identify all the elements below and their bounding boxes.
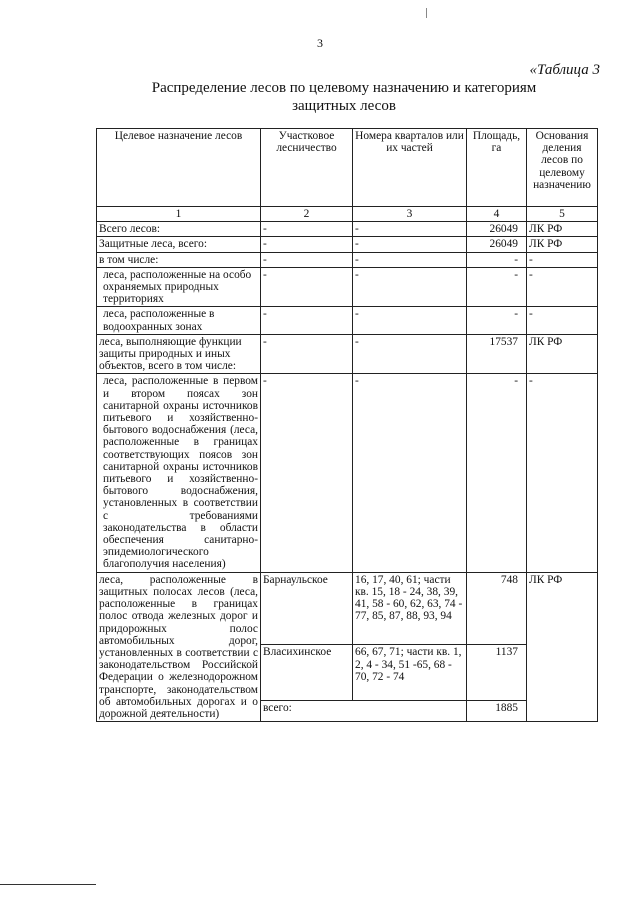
row-quarters: - (353, 374, 467, 572)
row-quarters: - (353, 222, 467, 237)
header-row (97, 129, 598, 207)
row-area: 26049 (467, 222, 527, 237)
row-area: 748 (467, 572, 527, 645)
row-forestry: - (261, 334, 353, 374)
table-row (97, 222, 598, 237)
row-forestry: - (261, 374, 353, 572)
column-number-row (97, 207, 598, 222)
row-basis: - (527, 374, 598, 572)
row-basis: ЛК РФ (527, 572, 598, 721)
row-basis: ЛК РФ (527, 334, 598, 374)
page-number: 3 (317, 36, 323, 50)
row-forestry: - (261, 222, 353, 237)
row-purpose: леса, расположенные в защитных полосах лесов (леса, расположенные в границах полос отвода железных дорог и придорожных полос автомобильных дорог, установленных в соответствии с законодательством Российской Федерации о железнодорожном транспорте, законодательством об автомобильных дорогах и о дорожной деятельности) (97, 572, 261, 721)
row-basis: - (527, 307, 598, 334)
column-number: 5 (527, 207, 598, 222)
row-forestry: - (261, 252, 353, 267)
row-quarters: - (353, 307, 467, 334)
table-row (97, 572, 598, 645)
forest-distribution-table (96, 128, 598, 722)
title-line-2: защитных лесов (292, 98, 396, 114)
column-number: 4 (467, 207, 527, 222)
header-basis: Основания деления лесов по целевому назначению (527, 129, 598, 207)
row-forestry: Власихинское (261, 645, 353, 701)
row-purpose: леса, выполняющие функции защиты природных и иных объектов, всего в том числе: (97, 334, 261, 374)
row-forestry: Барнаульское (261, 572, 353, 645)
row-purpose: леса, расположенные на особо охраняемых природных территориях (97, 267, 261, 307)
row-quarters: - (353, 252, 467, 267)
row-area: 26049 (467, 237, 527, 252)
row-forestry: - (261, 267, 353, 307)
table-row (97, 307, 598, 334)
row-total-label: всего: (261, 700, 467, 721)
row-quarters: 16, 17, 40, 61; части кв. 15, 18 - 24, 38, 39, 41, 58 - 60, 62, 63, 74 - 77, 85, 87, 88, 93, 94 (353, 572, 467, 645)
row-area: - (467, 252, 527, 267)
row-basis: ЛК РФ (527, 222, 598, 237)
row-purpose: леса, расположенные в первом и втором поясах зон санитарной охраны источников питьевого и хозяйственно-бытового водоснабжения (леса, расположенные в границах соответствующих поясов зон санитарной охраны источников питьевого и хозяйственно-бытового водоснабжения, установленных в соответствии с требованиями законодательства в области обеспечения санитарно-эпидемиологического благополучия населения) (97, 374, 261, 572)
row-basis: ЛК РФ (527, 237, 598, 252)
row-purpose: Защитные леса, всего: (97, 237, 261, 252)
row-area: - (467, 307, 527, 334)
row-area: 17537 (467, 334, 527, 374)
table-row (97, 237, 598, 252)
row-quarters: 66, 67, 71; части кв. 1, 2, 4 - 34, 51 -65, 68 - 70, 72 - 74 (353, 645, 467, 701)
header-forestry: Участковое лесничество (261, 129, 353, 207)
table-row (97, 374, 598, 572)
row-quarters: - (353, 267, 467, 307)
row-basis: - (527, 267, 598, 307)
row-purpose: в том числе: (97, 252, 261, 267)
row-area: - (467, 374, 527, 572)
row-area: - (467, 267, 527, 307)
title-line-1: Распределение лесов по целевому назначению и категориям (151, 80, 537, 96)
row-area: 1885 (467, 700, 527, 721)
row-quarters: - (353, 334, 467, 374)
header-area: Площадь, га (467, 129, 527, 207)
row-area: 1137 (467, 645, 527, 701)
row-purpose: Всего лесов: (97, 222, 261, 237)
row-forestry: - (261, 237, 353, 252)
header-quarters: Номера кварталов или их частей (353, 129, 467, 207)
column-number: 2 (261, 207, 353, 222)
row-forestry: - (261, 307, 353, 334)
table-row (97, 334, 598, 374)
row-purpose: леса, расположенные в водоохранных зонах (97, 307, 261, 334)
scan-mark (426, 8, 427, 18)
table-row (97, 252, 598, 267)
row-quarters: - (353, 237, 467, 252)
column-number: 1 (97, 207, 261, 222)
table-row (97, 267, 598, 307)
footer-rule (0, 884, 96, 885)
header-purpose: Целевое назначение лесов (97, 129, 261, 207)
column-number: 3 (353, 207, 467, 222)
document-title (100, 79, 588, 115)
table-caption: «Таблица 3 (529, 62, 600, 78)
row-basis: - (527, 252, 598, 267)
